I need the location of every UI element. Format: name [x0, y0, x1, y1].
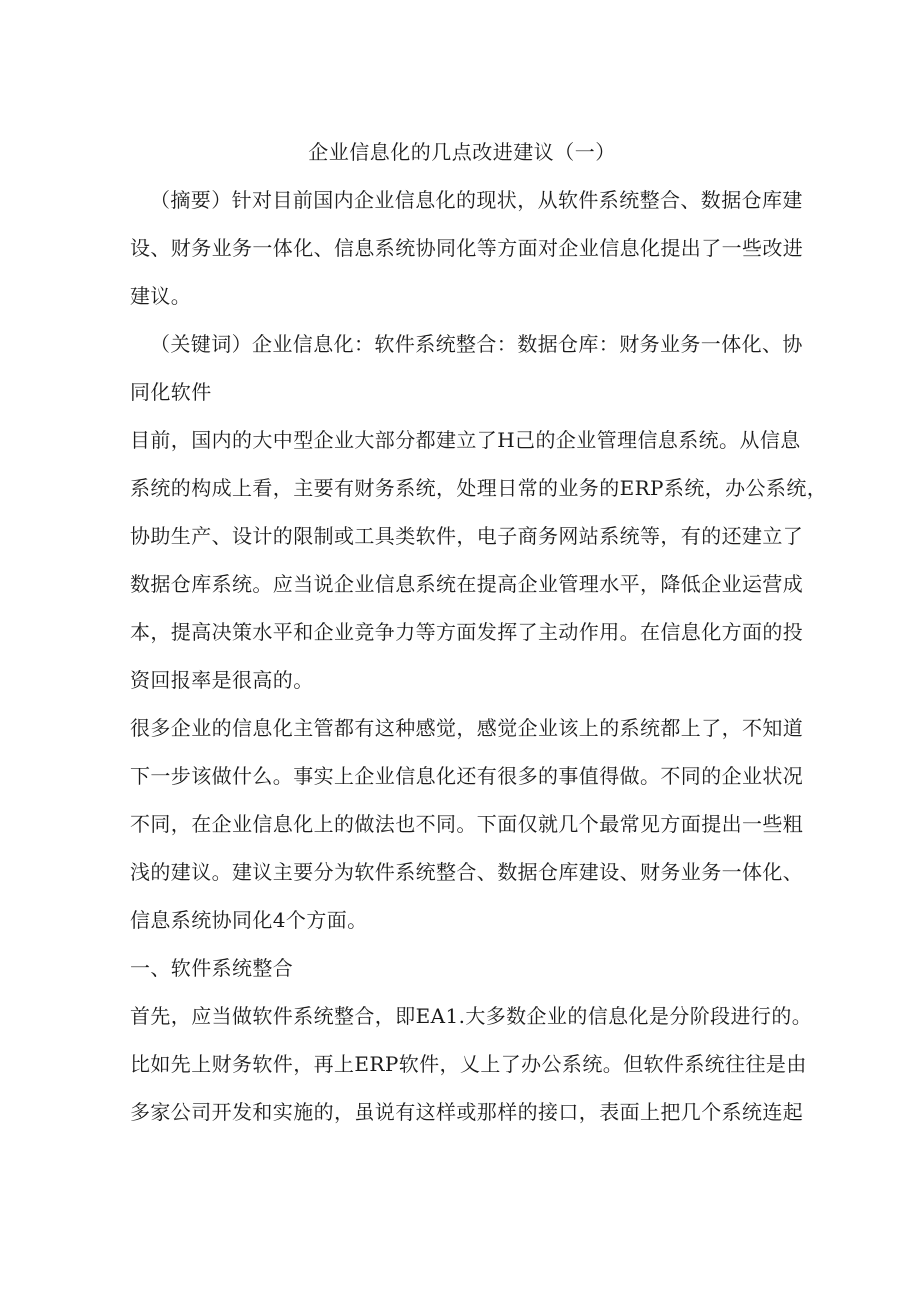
document-page — [130, 128, 828, 1136]
keywords-line-1: （关键词）企业信息化：软件系统整合：数据仓库：财务业务一体化、协 — [150, 332, 803, 356]
document-title: 企业信息化的几点改进建议（一） — [308, 140, 616, 164]
paragraph-1-line-2: 系统的构成上看，主要有财务系统，处理日常的业务的ERP系统，办公系统， — [130, 476, 828, 500]
paragraph-1-line-3: 协助生产、设计的限制或工具类软件，电子商务网站系统等，有的还建立了 — [130, 524, 804, 548]
abstract-line-2: 设、财务业务一体化、信息系统协同化等方面对企业信息化提出了一些改进 — [130, 236, 804, 260]
paragraph-1-line-4: 数据仓库系统。应当说企业信息系统在提高企业管理水平，降低企业运营成 — [130, 572, 804, 596]
paragraph-3-line-1: 首先，应当做软件系统整合，即EA1.大多数企业的信息化是分阶段进行的。 — [130, 1004, 813, 1028]
paragraph-1-line-1: 目前，国内的大中型企业大部分都建立了H己的企业管理信息系统。从信息 — [130, 428, 801, 452]
section-heading: 一、软件系统整合 — [130, 956, 294, 980]
paragraph-2-line-3: 不同，在企业信息化上的做法也不同。下面仅就几个最常见方面提出一些粗 — [130, 812, 804, 836]
paragraph-3-line-2: 比如先上财务软件，再上ERP软件，乂上了办公系统。但软件系统往往是由 — [130, 1052, 807, 1076]
paragraph-2-line-1: 很多企业的信息化主管都有这种感觉，感觉企业该上的系统都上了，不知道 — [130, 716, 804, 740]
paragraph-1-line-6: 资回报率是很高的。 — [130, 668, 314, 692]
paragraph-2-line-2: 下一步该做什么。事实上企业信息化还有很多的事值得做。不同的企业状况 — [130, 764, 804, 788]
paragraph-2-line-5: 信息系统协同化4个方面。 — [130, 908, 368, 932]
paragraph-2-line-4: 浅的建议。建议主要分为软件系统整合、数据仓库建设、财务业务一体化、 — [130, 860, 804, 884]
abstract-line-3: 建议。 — [130, 284, 192, 308]
abstract-line-1: （摘要）针对目前国内企业信息化的现状，从软件系统整合、数据仓库建 — [150, 188, 803, 212]
paragraph-3-line-3: 多家公司开发和实施的，虽说有这样或那样的接口，表面上把几个系统连起 — [130, 1100, 804, 1124]
keywords-line-2: 同化软件 — [130, 380, 212, 404]
paragraph-1-line-5: 本，提高决策水平和企业竞争力等方面发挥了主动作用。在信息化方面的投 — [130, 620, 804, 644]
